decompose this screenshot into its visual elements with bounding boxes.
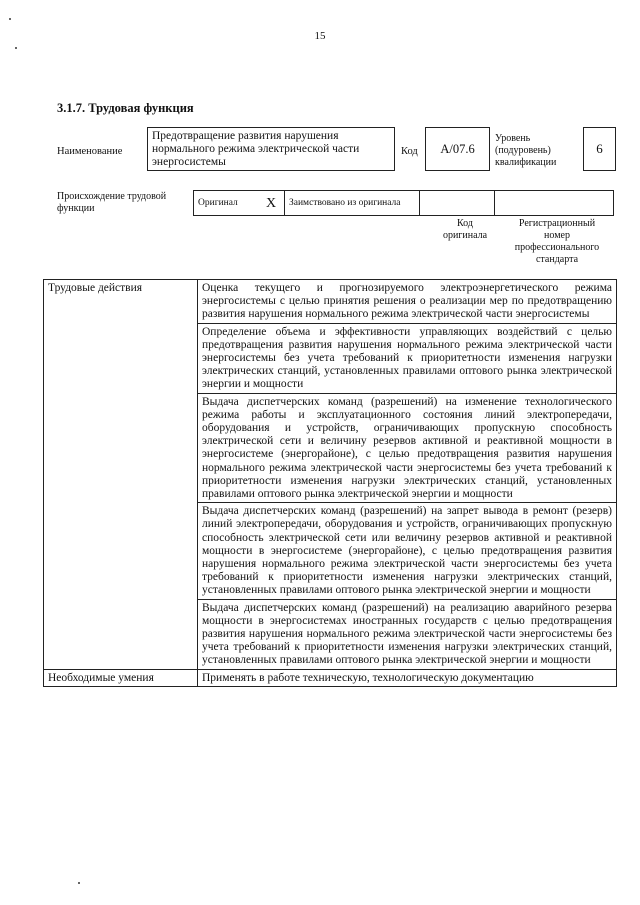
skill-item: Применять в работе техническую, технологическую документацию: [198, 669, 617, 686]
code-original-caption: Код оригинала: [442, 218, 488, 241]
origin-label: Происхождение трудовой функции: [57, 191, 167, 214]
origin-table: [193, 190, 614, 216]
code-original-cell: [420, 191, 495, 216]
table-row: [44, 280, 617, 324]
section-title: 3.1.7. Трудовая функция: [57, 101, 194, 115]
labor-actions-label: Трудовые действия: [44, 280, 198, 670]
reg-number-cell: [495, 191, 614, 216]
reg-number-caption: Регистрационный номер профессионального стандарта: [514, 218, 600, 265]
labor-action: Оценка текущего и прогнозируемого электроэнергетического режима энергосистемы с целью принятия решения о реализации мер по предотвращению развития нарушения нормального режима электрической части энергосистемы: [198, 280, 617, 324]
labor-action: Выдача диспетчерских команд (разрешений) на реализацию аварийного резерва мощности в энергосистемах иностранных государств с целью предотвращения развития нарушения нормального режима электрической части энергосистемы без учета требований к приоритетности изменения нагрузки электрических станций, установленных правилами оптового рынка электрической энергии и мощности: [198, 599, 617, 669]
labor-action: Выдача диспетчерских команд (разрешений) на запрет вывода в ремонт (резерв) линий электропередачи, оборудования и устройств, ограничивающих пропускную способность электрической сети или величину резервов активной и реактивной мощности в энергосистеме (энергорайоне), с целью предотвращения развития нарушения нормального режима электрической части энергосистемы без учета требований к приоритетности изменения нагрузки электрических станций, установленных правилами оптового рынка электрической энергии и мощности: [198, 503, 617, 599]
function-code: А/07.6: [425, 127, 490, 171]
table-row: [44, 669, 617, 686]
borrowed-label: Заимствовано из оригинала: [285, 191, 420, 216]
labor-action: Выдача диспетчерских команд (разрешений) на изменение технологического режима работы и эксплуатационного состояния линий электропередачи, оборудования и устройств, ограничивающих пропускную способность электрической сети и величину резервов активной и реактивной мощности в энергосистеме (энергорайоне), с целью предотвращения развития нарушения нормального режима электрической части энергосистемы без учета требований к приоритетности изменения нагрузки электрических станций, установленных правилами оптового рынка электрической энергии и мощности: [198, 393, 617, 503]
scan-speck: [9, 18, 11, 20]
original-label: Оригинал: [194, 191, 259, 216]
function-name: Предотвращение развития нарушения нормального режима электрической части энергосистемы: [147, 127, 395, 171]
labor-action: Определение объема и эффективности управляющих воздействий с целью предотвращения развития нарушения нормального режима электрической части энергосистемы без учета требований к приоритетности изменения нагрузки электрических станций, установленных правилами оптового рынка электрической энергии и мощности: [198, 323, 617, 393]
page-number: 15: [314, 30, 326, 42]
original-mark: X: [258, 191, 285, 216]
name-label: Наименование: [57, 146, 123, 157]
skills-label: Необходимые умения: [44, 669, 198, 686]
qualification-level: 6: [583, 127, 616, 171]
level-label: Уровень (подуровень) квалификации: [495, 133, 557, 168]
labor-function-table: [43, 279, 617, 687]
scan-speck: [78, 882, 80, 884]
code-label: Код: [401, 146, 418, 157]
scan-speck: [15, 47, 17, 49]
